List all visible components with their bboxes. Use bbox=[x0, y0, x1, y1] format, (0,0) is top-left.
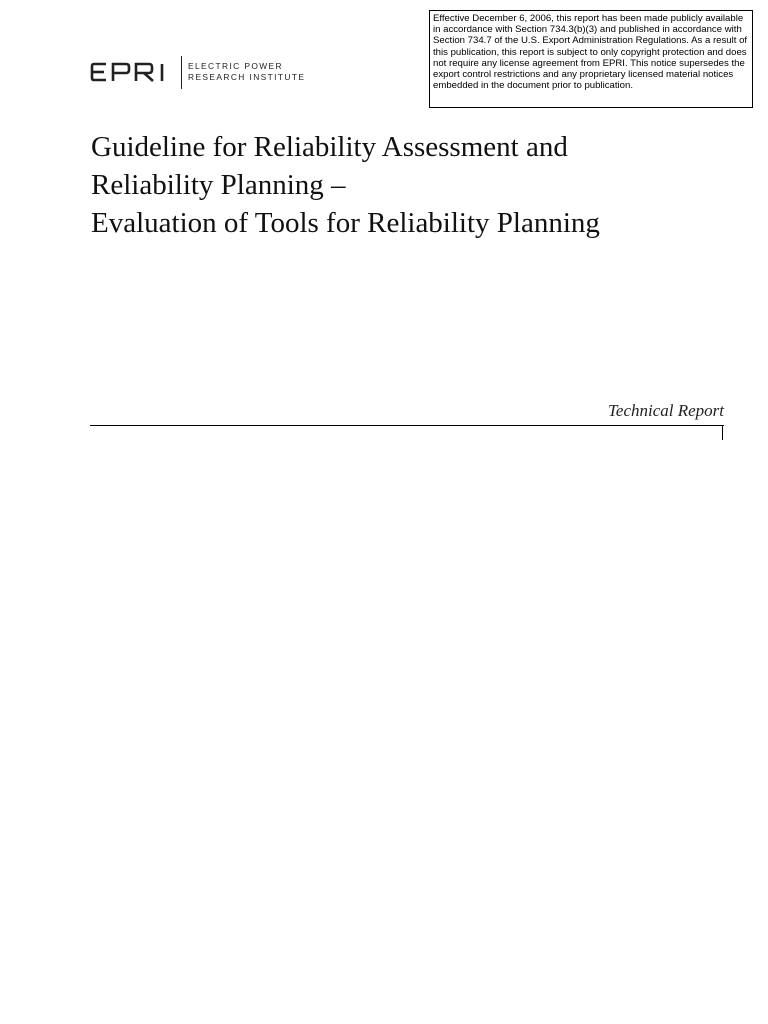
logo-divider bbox=[181, 56, 182, 89]
horizontal-rule bbox=[90, 425, 724, 426]
title-line-3: Evaluation of Tools for Reliability Planning bbox=[91, 207, 600, 239]
title-line-1: Guideline for Reliability Assessment and bbox=[91, 131, 568, 163]
document-title bbox=[91, 128, 731, 242]
logo-line-2: RESEARCH INSTITUTE bbox=[188, 72, 306, 82]
report-type-label: Technical Report bbox=[608, 401, 724, 420]
logo-line-1: ELECTRIC POWER bbox=[188, 61, 283, 71]
title-line-2: Reliability Planning – bbox=[91, 169, 346, 201]
epri-logo bbox=[90, 52, 305, 92]
notice-text: Effective December 6, 2006, this report has been made publicly available in accordance with Section 734.3(b)(3) and published in accordance with Section 734.7 of the U.S. Export Administration Regulations. As a result of this publication, this report is subject to only copyright protection and does not require any license agreement from EPRI. This notice supersedes the export control restrictions and any proprietary licensed material notices embedded in the document prior to publication. bbox=[433, 13, 748, 92]
export-control-notice bbox=[429, 10, 753, 108]
logo-wordmark bbox=[188, 61, 305, 83]
rule-tick bbox=[722, 425, 723, 440]
epri-logo-mark bbox=[90, 61, 176, 83]
